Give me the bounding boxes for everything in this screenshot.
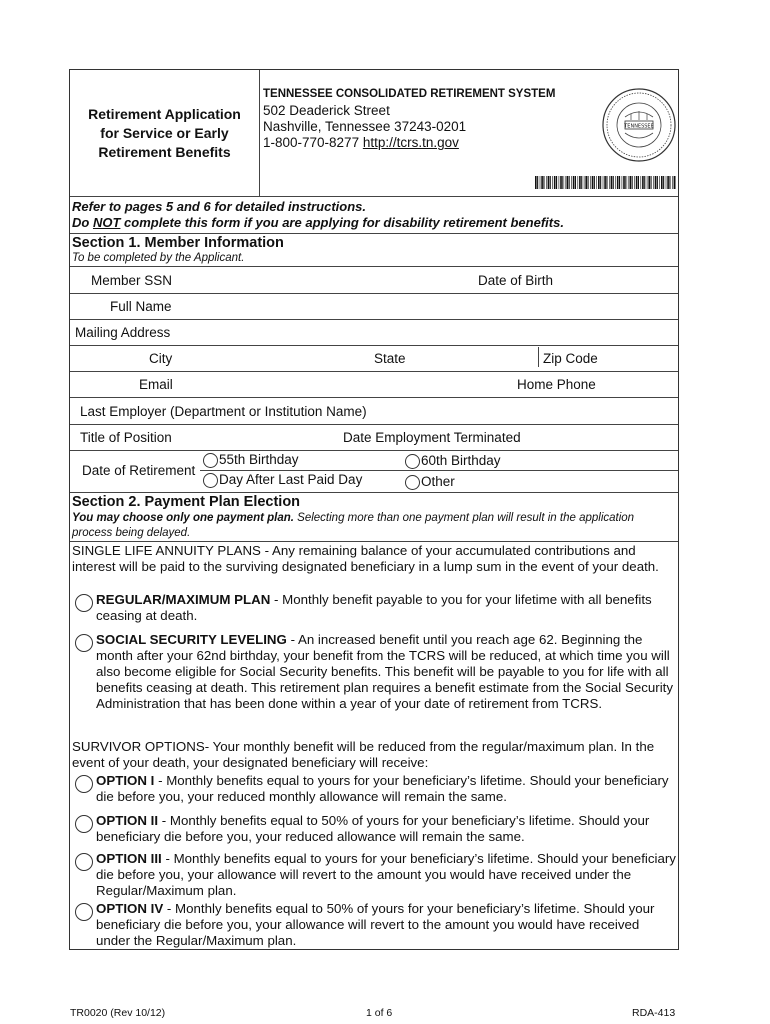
zip-code-label: Zip Code	[543, 351, 598, 366]
row-rule	[200, 470, 678, 471]
header-bottom-rule	[70, 196, 678, 197]
row-rule	[70, 541, 678, 542]
title-of-position-label: Title of Position	[80, 430, 172, 445]
ss-leveling-radio[interactable]	[75, 634, 93, 652]
row-rule	[70, 492, 678, 493]
rda-number: RDA-413	[632, 1007, 676, 1019]
retire-55th-label: 55th Birthday	[219, 452, 299, 467]
form-title: Retirement Application for Service or Early Retirement Benefits	[88, 105, 241, 160]
retire-60th-radio[interactable]	[405, 454, 420, 469]
state-seal-icon	[601, 87, 677, 163]
member-ssn-label: Member SSN	[91, 273, 173, 288]
row-rule	[70, 397, 678, 398]
form-code: TR0020 (Rev 10/12)	[70, 1007, 166, 1019]
row-rule	[70, 371, 678, 372]
ss-leveling-text: SOCIAL SECURITY LEVELING - An increased benefit until you reach age 62. Beginning the month after your 62nd birthday, your benefit from the TCRS will be reduced, at which time you will also become eligible for Social Security benefits. This benefit will be payable to you for life with all benefits ceasing at death. This retirement plan requires a benefit estimate from the Social Security Administration that has been done within a year of your date of retirement from TCRS.	[96, 632, 673, 711]
instructions-rule	[70, 233, 678, 234]
row-rule	[70, 319, 678, 320]
regular-max-text: REGULAR/MAXIMUM PLAN - Monthly benefit payable to you for your lifetime with all benefits ceasing at death.	[96, 592, 652, 623]
address-line2: Nashville, Tennessee 37243-0201	[263, 119, 467, 134]
instructions-line1: Refer to pages 5 and 6 for detailed instructions.	[72, 199, 367, 214]
date-of-retirement-label: Date of Retirement	[82, 463, 196, 478]
retire-60th-label: 60th Birthday	[421, 453, 501, 468]
retire-other-label: Other	[421, 474, 455, 489]
regular-max-radio[interactable]	[75, 594, 93, 612]
retire-day-after-label: Day After Last Paid Day	[219, 472, 363, 487]
state-label: State	[374, 351, 406, 366]
section1-title: Section 1. Member Information	[72, 235, 284, 251]
address-line1: 502 Deaderick Street	[263, 103, 390, 118]
row-rule	[70, 266, 678, 267]
retire-other-radio[interactable]	[405, 475, 420, 490]
website-link[interactable]: http://tcrs.tn.gov	[362, 135, 459, 150]
option-iii-text: OPTION III - Monthly benefits equal to yours for your beneficiary’s lifetime. Should your beneficiary die before you, your allowance will revert to the amount you would have received under the Regular/Maximum plan.	[96, 851, 676, 898]
phone-number: 1-800-770-8277	[263, 135, 360, 150]
row-rule	[70, 345, 678, 346]
option-i-text: OPTION I - Monthly benefits equal to yours for your beneficiary’s lifetime. Should your beneficiary die before you, your reduced monthly allowance will remain the same.	[96, 773, 669, 804]
page-number: 1 of 6	[366, 1007, 393, 1019]
seal-text: TENNESSEE	[624, 123, 654, 130]
option-i-radio[interactable]	[75, 775, 93, 793]
last-employer-label: Last Employer (Department or Institution Name)	[80, 404, 367, 419]
option-ii-text: OPTION II - Monthly benefits equal to 50% of yours for your beneficiary’s lifetime. Should your beneficiary die before you, your reduced allowance will remain the same.	[96, 813, 650, 844]
header-divider	[259, 70, 260, 196]
row-rule	[70, 424, 678, 425]
mailing-address-label: Mailing Address	[75, 325, 171, 340]
zip-divider	[538, 347, 539, 367]
option-ii-radio[interactable]	[75, 815, 93, 833]
row-rule	[70, 293, 678, 294]
org-name: TENNESSEE CONSOLIDATED RETIREMENT SYSTEM	[263, 88, 556, 100]
section2-subtitle: You may choose only one payment plan. Selecting more than one payment plan will result in the application process being delayed.	[72, 512, 635, 539]
full-name-label: Full Name	[110, 299, 172, 314]
email-label: Email	[139, 377, 173, 392]
section1-subtitle: To be completed by the Applicant.	[72, 252, 245, 264]
date-employment-terminated-label: Date Employment Terminated	[343, 430, 521, 445]
barcode-icon	[535, 176, 676, 189]
survivor-options-text: SURVIVOR OPTIONS- Your monthly benefit will be reduced from the regular/maximum plan. In the event of your death, your designated beneficiary will receive:	[72, 739, 655, 770]
home-phone-label: Home Phone	[517, 377, 596, 392]
retire-day-after-radio[interactable]	[203, 473, 218, 488]
instructions-line2: Do NOT complete this form if you are applying for disability retirement benefits.	[72, 215, 564, 230]
section2-title: Section 2. Payment Plan Election	[72, 494, 301, 510]
option-iv-radio[interactable]	[75, 903, 93, 921]
option-iv-text: OPTION IV - Monthly benefits equal to 50% of yours for your beneficiary’s lifetime. Should your beneficiary die before you, your allowance will revert to the amount you would have received under the Regular/Maximum plan.	[96, 901, 655, 948]
row-rule	[70, 450, 678, 451]
option-iii-radio[interactable]	[75, 853, 93, 871]
retire-55th-radio[interactable]	[203, 453, 218, 468]
contact-line	[263, 135, 459, 151]
city-label: City	[149, 351, 173, 366]
single-life-text: SINGLE LIFE ANNUITY PLANS - Any remaining balance of your accumulated contributions and interest will be paid to the surviving designated beneficiary in a lump sum in the event of your death.	[72, 543, 659, 574]
date-of-birth-label: Date of Birth	[478, 273, 554, 288]
